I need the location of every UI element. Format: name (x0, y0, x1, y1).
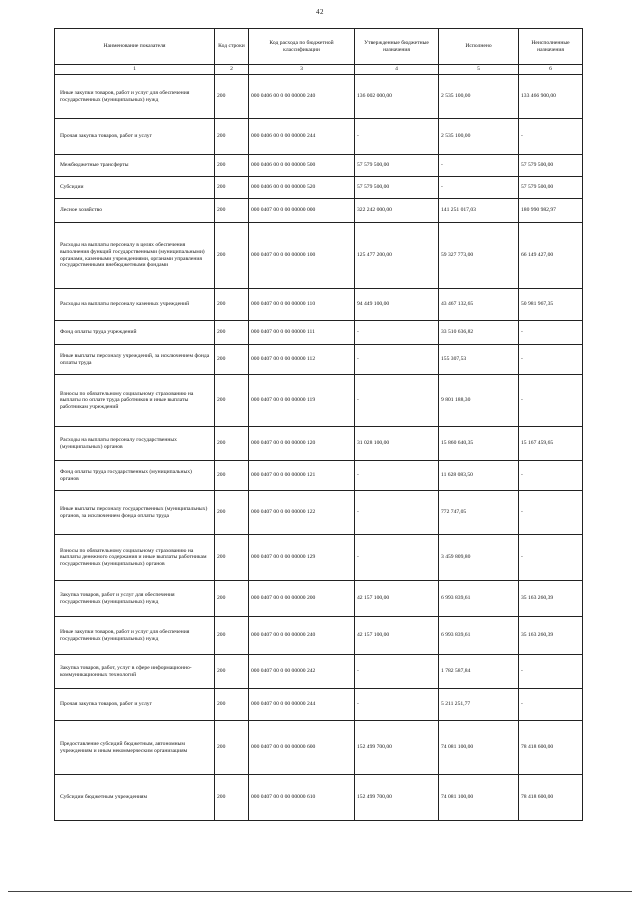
row-kbk: 000 0407 00 0 00 00000 242 (249, 655, 355, 689)
row-line-code: 200 (215, 375, 249, 427)
budget-execution-table (54, 28, 583, 821)
row-line-code: 200 (215, 177, 249, 199)
row-executed: 1 782 587,84 (439, 655, 519, 689)
row-unexecuted: 35 163 260,39 (519, 617, 583, 655)
row-kbk: 000 0407 00 0 00 00000 121 (249, 461, 355, 491)
table-row (55, 177, 583, 199)
header-unexecuted: Неисполненные назначения (519, 29, 583, 65)
table-row (55, 427, 583, 461)
row-approved: 57 579 500,00 (355, 177, 439, 199)
row-name: Иные закупки товаров, работ и услуг для обеспечения государственных (муниципальных) нужд (55, 75, 215, 119)
row-approved: 31 028 100,00 (355, 427, 439, 461)
column-number: 6 (519, 65, 583, 75)
row-name: Фонд оплаты труда учреждений (55, 321, 215, 345)
row-name: Закупка товаров, работ и услуг для обеспечения государственных (муниципальных) нужд (55, 581, 215, 617)
row-approved: 152 499 700,00 (355, 775, 439, 821)
row-executed: 3 459 809,80 (439, 535, 519, 581)
row-line-code: 200 (215, 721, 249, 775)
row-name: Расходы на выплаты персоналу государственных (муниципальных) органов (55, 427, 215, 461)
row-executed: 15 860 640,35 (439, 427, 519, 461)
row-unexecuted: 15 167 459,65 (519, 427, 583, 461)
row-executed: 74 081 100,00 (439, 775, 519, 821)
row-executed: 11 628 083,50 (439, 461, 519, 491)
header-row (55, 29, 583, 65)
row-unexecuted: - (519, 375, 583, 427)
row-name: Фонд оплаты труда государственных (муниципальных) органов (55, 461, 215, 491)
row-line-code: 200 (215, 223, 249, 289)
row-line-code: 200 (215, 655, 249, 689)
table-row (55, 775, 583, 821)
row-unexecuted: - (519, 119, 583, 155)
row-executed: 155 307,53 (439, 345, 519, 375)
row-executed: - (439, 177, 519, 199)
table-row (55, 461, 583, 491)
row-name: Расходы на выплаты персоналу казенных учреждений (55, 289, 215, 321)
header-executed: Исполнено (439, 29, 519, 65)
row-name: Иные выплаты персоналу учреждений, за исключением фонда оплаты труда (55, 345, 215, 375)
row-kbk: 000 0407 00 0 00 00000 000 (249, 199, 355, 223)
row-line-code: 200 (215, 617, 249, 655)
row-line-code: 200 (215, 345, 249, 375)
table-row (55, 289, 583, 321)
row-executed: 772 747,05 (439, 491, 519, 535)
row-approved: - (355, 689, 439, 721)
table-row (55, 75, 583, 119)
row-approved: 125 477 200,00 (355, 223, 439, 289)
row-executed: 2 535 100,00 (439, 119, 519, 155)
row-approved: - (355, 655, 439, 689)
row-executed: - (439, 155, 519, 177)
row-unexecuted: 50 981 967,35 (519, 289, 583, 321)
row-unexecuted: - (519, 689, 583, 721)
page-number: 42 (316, 8, 324, 16)
row-kbk: 000 0407 00 0 00 00000 111 (249, 321, 355, 345)
row-unexecuted: - (519, 655, 583, 689)
column-number: 5 (439, 65, 519, 75)
table-row (55, 721, 583, 775)
row-approved: - (355, 375, 439, 427)
row-line-code: 200 (215, 289, 249, 321)
row-executed: 6 993 839,61 (439, 617, 519, 655)
row-approved: - (355, 491, 439, 535)
row-unexecuted: - (519, 461, 583, 491)
row-kbk: 000 0407 00 0 00 00000 112 (249, 345, 355, 375)
row-unexecuted: - (519, 535, 583, 581)
row-line-code: 200 (215, 461, 249, 491)
table-row (55, 321, 583, 345)
row-name: Взносы по обязательному социальному страхованию на выплаты денежного содержания и иные выплаты работникам государственных (муниципальных) органов (55, 535, 215, 581)
column-number: 3 (249, 65, 355, 75)
row-approved: - (355, 321, 439, 345)
row-approved: 136 002 000,00 (355, 75, 439, 119)
row-approved: - (355, 461, 439, 491)
row-name: Закупка товаров, работ, услуг в сфере информационно-коммуникационных технологий (55, 655, 215, 689)
row-name: Межбюджетные трансферты (55, 155, 215, 177)
table-row (55, 119, 583, 155)
table-row (55, 617, 583, 655)
column-number: 1 (55, 65, 215, 75)
table-row (55, 689, 583, 721)
row-unexecuted: - (519, 345, 583, 375)
row-unexecuted: 35 163 260,39 (519, 581, 583, 617)
table-row (55, 375, 583, 427)
row-kbk: 000 0407 00 0 00 00000 100 (249, 223, 355, 289)
row-kbk: 000 0407 00 0 00 00000 122 (249, 491, 355, 535)
row-executed: 5 211 251,77 (439, 689, 519, 721)
column-number-row (55, 65, 583, 75)
row-approved: 94 449 100,00 (355, 289, 439, 321)
row-kbk: 000 0406 00 0 00 00000 244 (249, 119, 355, 155)
table-row (55, 535, 583, 581)
row-unexecuted: 133 466 900,00 (519, 75, 583, 119)
column-number: 2 (215, 65, 249, 75)
header-name: Наименование показателя (55, 29, 215, 65)
row-kbk: 000 0407 00 0 00 00000 244 (249, 689, 355, 721)
row-executed: 33 510 636,82 (439, 321, 519, 345)
row-kbk: 000 0407 00 0 00 00000 200 (249, 581, 355, 617)
row-executed: 74 081 100,00 (439, 721, 519, 775)
table-row (55, 199, 583, 223)
row-approved: 57 579 500,00 (355, 155, 439, 177)
row-unexecuted: 78 418 600,00 (519, 721, 583, 775)
row-approved: 42 157 100,00 (355, 581, 439, 617)
table-row (55, 345, 583, 375)
row-approved: - (355, 535, 439, 581)
row-name: Иные закупки товаров, работ и услуг для обеспечения государственных (муниципальных) нужд (55, 617, 215, 655)
row-executed: 59 327 773,00 (439, 223, 519, 289)
row-executed: 6 993 839,61 (439, 581, 519, 617)
row-executed: 43 467 132,65 (439, 289, 519, 321)
table-body (55, 75, 583, 821)
row-kbk: 000 0407 00 0 00 00000 600 (249, 721, 355, 775)
row-unexecuted: 180 990 982,97 (519, 199, 583, 223)
row-line-code: 200 (215, 75, 249, 119)
row-name: Прочая закупка товаров, работ и услуг (55, 119, 215, 155)
header-kbk: Код расхода по бюджетной классификации (249, 29, 355, 65)
row-line-code: 200 (215, 119, 249, 155)
row-executed: 9 801 188,30 (439, 375, 519, 427)
row-kbk: 000 0406 00 0 00 00000 240 (249, 75, 355, 119)
row-line-code: 200 (215, 491, 249, 535)
row-line-code: 200 (215, 689, 249, 721)
row-name: Взносы по обязательному социальному страхованию на выплаты по оплате труда работников и иные выплаты работникам учреждений (55, 375, 215, 427)
row-kbk: 000 0407 00 0 00 00000 610 (249, 775, 355, 821)
row-approved: - (355, 119, 439, 155)
row-name: Субсидии (55, 177, 215, 199)
row-line-code: 200 (215, 199, 249, 223)
table-row (55, 155, 583, 177)
footer-divider (8, 891, 632, 892)
row-name: Расходы на выплаты персоналу в целях обеспечения выполнения функций государственными (муниципальными) органами, казенными учреждениями, органами управления государственными внебюджетными фондами (55, 223, 215, 289)
row-line-code: 200 (215, 775, 249, 821)
row-name: Иные выплаты персоналу государственных (муниципальных) органов, за исключением фонда оплаты труда (55, 491, 215, 535)
header-approved: Утвержденные бюджетные назначения (355, 29, 439, 65)
row-unexecuted: 66 149 427,00 (519, 223, 583, 289)
row-line-code: 200 (215, 155, 249, 177)
row-unexecuted: 57 579 500,00 (519, 155, 583, 177)
row-approved: 42 157 100,00 (355, 617, 439, 655)
row-unexecuted: - (519, 491, 583, 535)
table-row (55, 223, 583, 289)
row-approved: 152 499 700,00 (355, 721, 439, 775)
row-executed: 2 535 100,00 (439, 75, 519, 119)
row-unexecuted: 57 579 500,00 (519, 177, 583, 199)
table-row (55, 491, 583, 535)
row-name: Лесное хозяйство (55, 199, 215, 223)
row-kbk: 000 0407 00 0 00 00000 119 (249, 375, 355, 427)
row-kbk: 000 0406 00 0 00 00000 500 (249, 155, 355, 177)
row-line-code: 200 (215, 427, 249, 461)
row-line-code: 200 (215, 535, 249, 581)
row-approved: 322 242 000,00 (355, 199, 439, 223)
row-kbk: 000 0407 00 0 00 00000 120 (249, 427, 355, 461)
header-line-code: Код строки (215, 29, 249, 65)
row-name: Прочая закупка товаров, работ и услуг (55, 689, 215, 721)
row-name: Субсидии бюджетным учреждениям (55, 775, 215, 821)
row-line-code: 200 (215, 581, 249, 617)
row-unexecuted: - (519, 321, 583, 345)
table-row (55, 581, 583, 617)
row-kbk: 000 0407 00 0 00 00000 240 (249, 617, 355, 655)
column-number: 4 (355, 65, 439, 75)
row-kbk: 000 0406 00 0 00 00000 520 (249, 177, 355, 199)
row-approved: - (355, 345, 439, 375)
row-kbk: 000 0407 00 0 00 00000 110 (249, 289, 355, 321)
row-name: Предоставление субсидий бюджетным, автономным учреждениям и иным некоммерческим организациям (55, 721, 215, 775)
row-unexecuted: 78 418 600,00 (519, 775, 583, 821)
row-executed: 141 251 017,03 (439, 199, 519, 223)
row-kbk: 000 0407 00 0 00 00000 129 (249, 535, 355, 581)
row-line-code: 200 (215, 321, 249, 345)
table-row (55, 655, 583, 689)
